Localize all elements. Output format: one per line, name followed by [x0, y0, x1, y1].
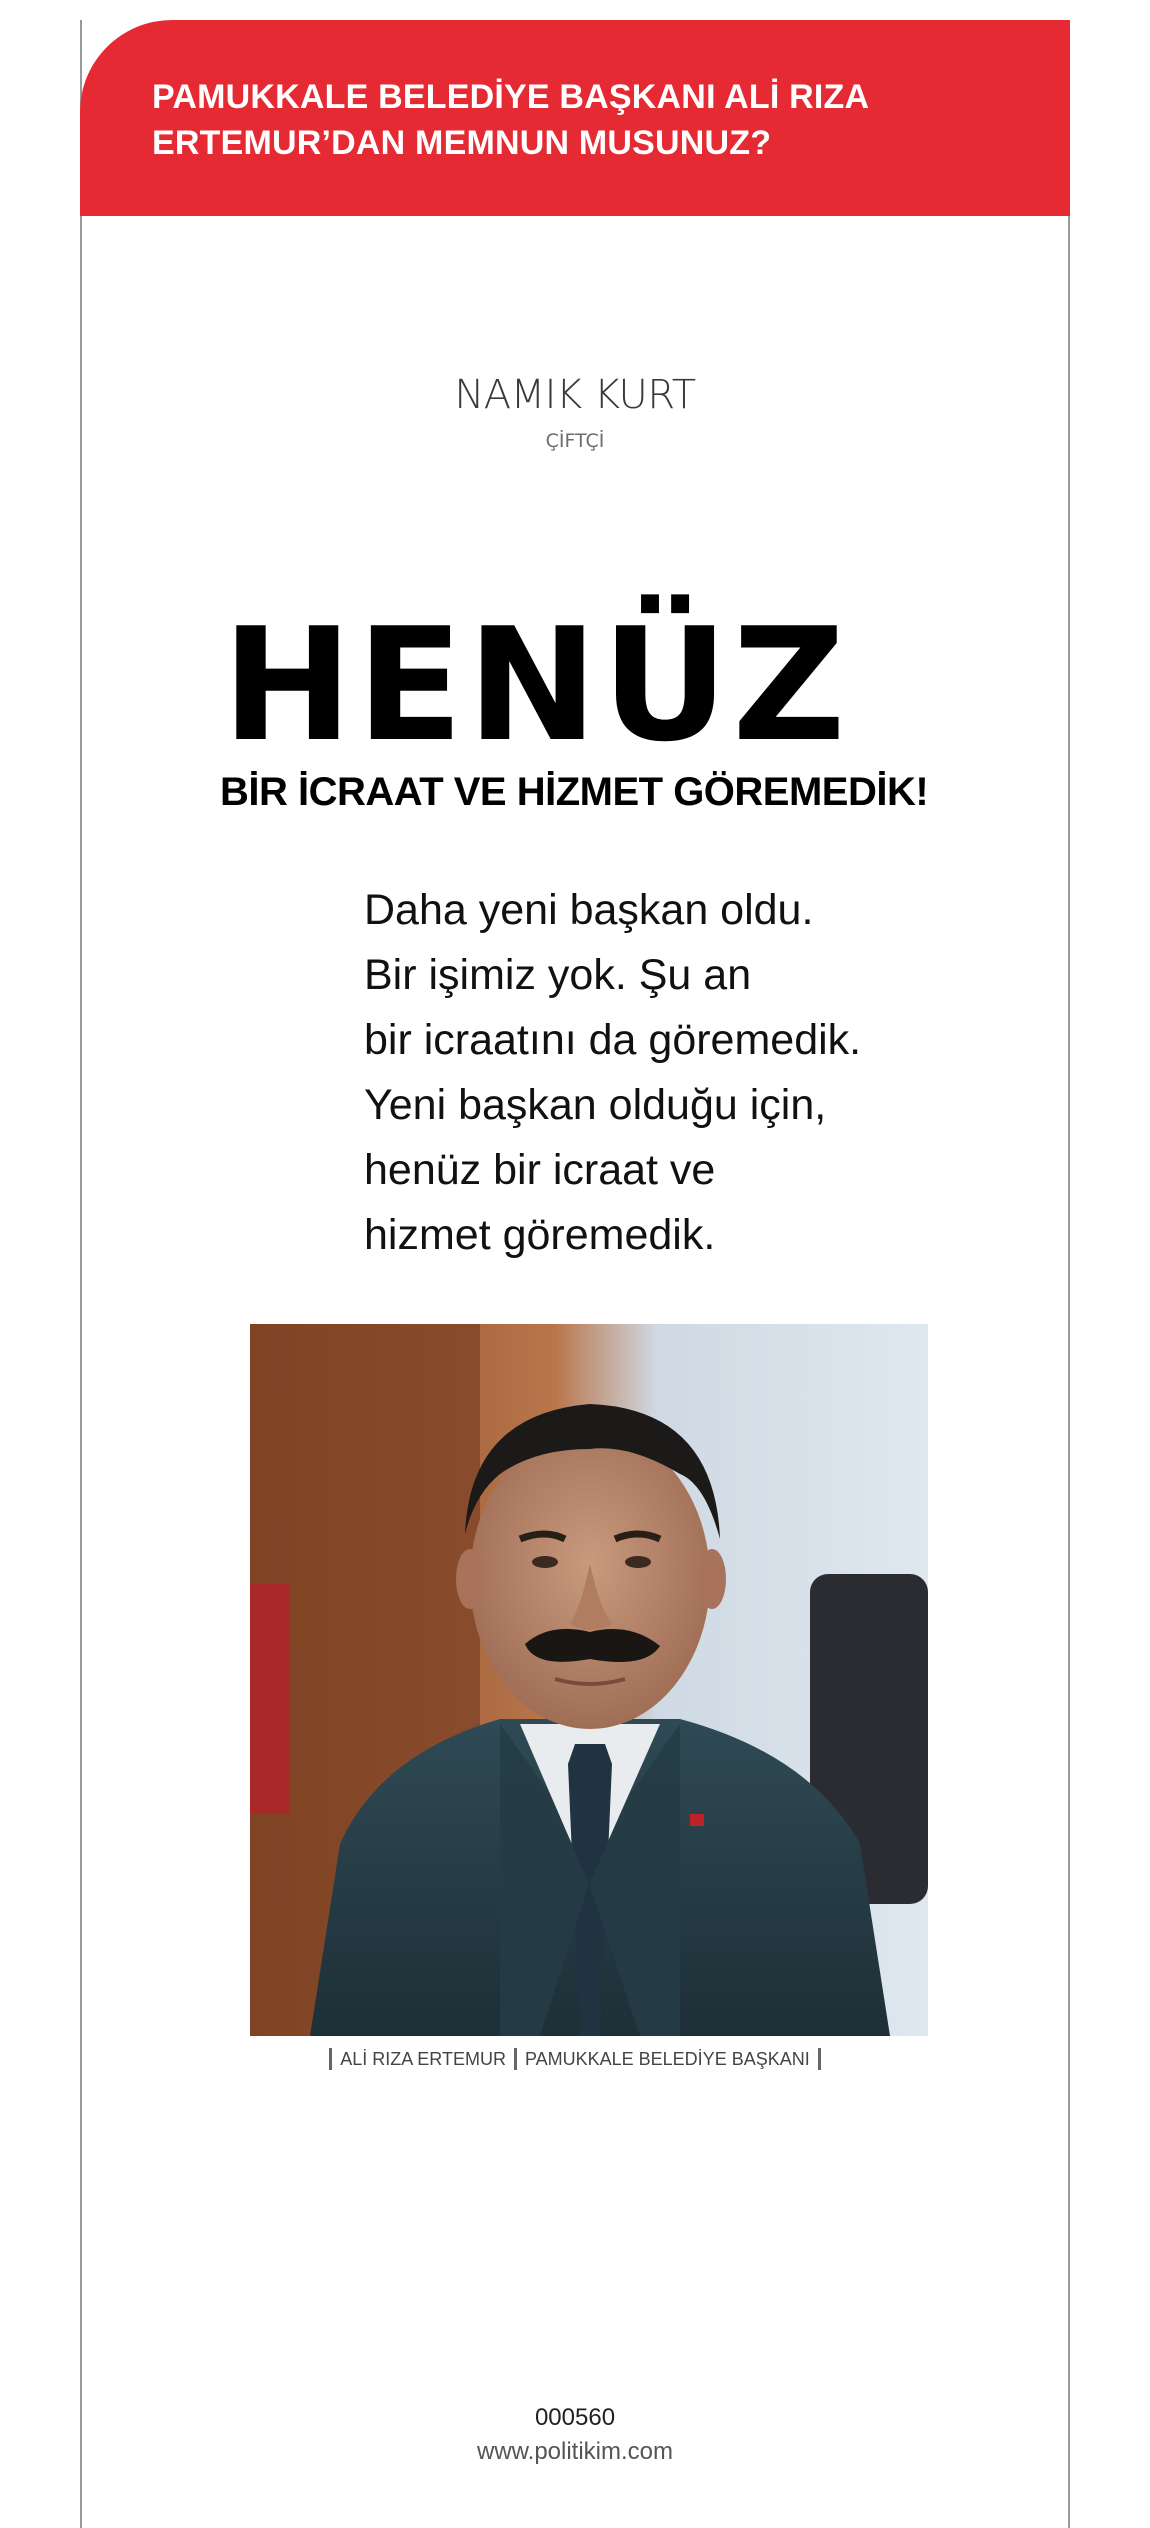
quote-line: Bir işimiz yok. Şu an [364, 951, 752, 999]
quote-line: Daha yeni başkan oldu. [364, 886, 814, 934]
footer-code: 000560 [534, 2404, 616, 2431]
portrait-illustration [250, 1324, 928, 2036]
headline-main: HENÜZ [222, 594, 850, 776]
respondent-occupation: ÇİFTÇİ [545, 430, 605, 452]
header-banner [80, 20, 1070, 216]
quote-line: bir icraatını da göremedik. [364, 1016, 862, 1064]
headline-sub: BİR İCRAAT VE HİZMET GÖREMEDİK! [220, 770, 929, 814]
photo-caption [0, 2048, 1150, 2070]
quote-block [364, 878, 861, 1268]
quote-line: Yeni başkan olduğu için, [364, 1081, 827, 1129]
footer-url: www.politikim.com [476, 2438, 674, 2465]
portrait-photo [250, 1324, 928, 2036]
respondent-name: NAMIK KURT [454, 372, 696, 418]
caption-divider [514, 2048, 517, 2070]
survey-question-title: PAMUKKALE BELEDİYE BAŞKANI ALİ RIZA ERTEMUR’DAN MEMNUN MUSUNUZ? [152, 78, 868, 162]
caption-person-name: ALİ RIZA ERTEMUR [340, 2048, 506, 2069]
caption-person-title: PAMUKKALE BELEDİYE BAŞKANI [524, 2048, 810, 2069]
caption-divider [329, 2048, 332, 2070]
caption-divider [818, 2048, 821, 2070]
quote-line: henüz bir icraat ve [364, 1146, 716, 1194]
quote-line: hizmet göremedik. [364, 1211, 716, 1259]
